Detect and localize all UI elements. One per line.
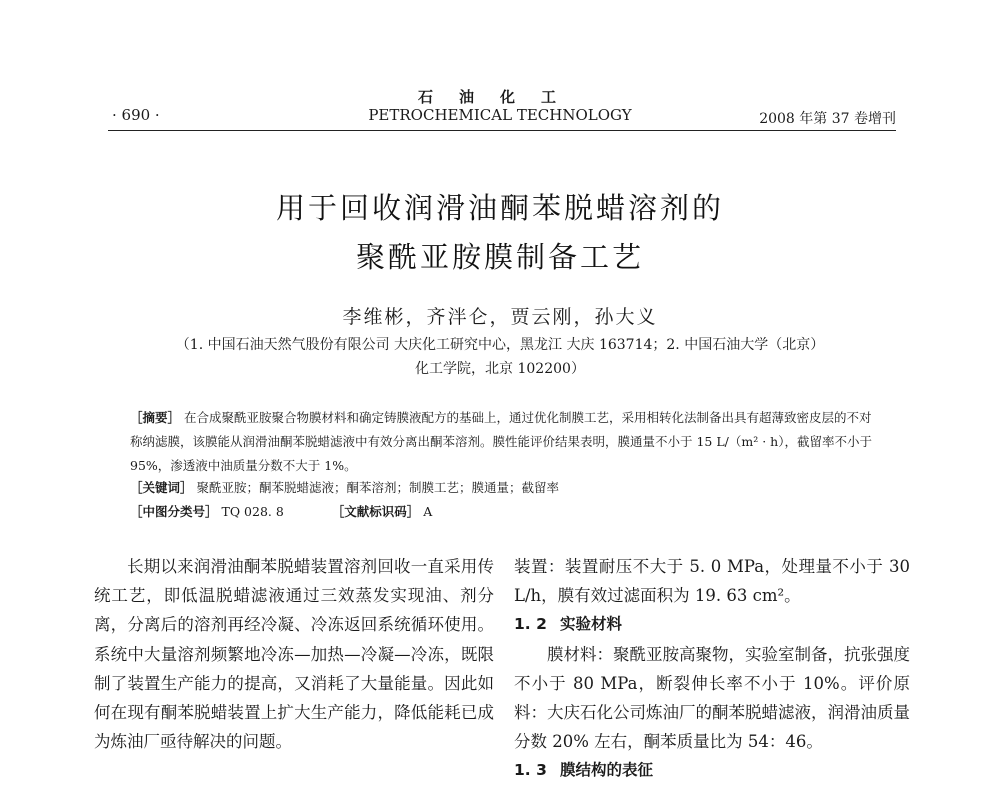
article-title-line-1: 用于回收润滑油酮苯脱蜡溶剂的 <box>275 191 724 225</box>
section-1-2-heading <box>514 610 910 639</box>
section-1-3-heading <box>514 756 910 785</box>
abstract-text: 在合成聚酰亚胺聚合物膜材料和确定铸膜液配方的基础上，通过优化制膜工艺，采用相转化法制备出具有超薄致密皮层的不对称纳滤膜，该膜能从润滑油酮苯脱蜡滤液中有效分离出酮苯溶剂。膜性能评价结果表明，膜通量不小于 15 L/（m² · h），截留率不小于 95%，渗透液中油质量分数不大于 1%。 <box>130 410 872 473</box>
clc-label: ［中图分类号］ <box>130 504 218 519</box>
page-number: · 690 · <box>112 106 160 124</box>
issue-info: 2008 年第 37 卷增刊 <box>759 111 896 127</box>
section-1-2-title: 实验材料 <box>560 615 623 634</box>
header-divider <box>108 130 896 131</box>
materials-paragraph: 膜材料：聚酰亚胺高聚物，实验室制备，抗张强度不小于 80 MPa，断裂伸长率不小于 10%。评价原料：大庆石化公司炼油厂的酮苯脱蜡滤液，润滑油质量分数 20% 左右，酮苯质量比为 54：46。 <box>514 644 910 752</box>
journal-title-en: PETROCHEMICAL TECHNOLOGY <box>368 106 632 124</box>
author-list: 李维彬，齐泮仑，贾云刚，孙大义 <box>342 306 658 328</box>
article-title-line-2: 聚酰亚胺膜制备工艺 <box>355 240 644 274</box>
affiliation-line-2: 化工学院，北京 102200） <box>415 361 585 377</box>
abstract <box>130 406 876 478</box>
affiliation-line-1: （1. 中国石油天然气股份有限公司 大庆化工研究中心，黑龙江 大庆 163714；2. 中国石油大学（北京） <box>175 337 825 353</box>
equipment-paragraph: 装置：装置耐压不大于 5. 0 MPa，处理量不小于 30 L/h，膜有效过滤面积为 19. 63 cm²。 <box>514 557 910 606</box>
keywords-label: ［关键词］ <box>130 480 193 495</box>
section-1-2-number: 1. 2 <box>514 615 547 634</box>
doc-code-value: A <box>423 504 433 519</box>
body-right-column <box>514 552 910 786</box>
body-left-column: 长期以来润滑油酮苯脱蜡装置溶剂回收一直采用传统工艺，即低温脱蜡滤液通过三效蒸发实现油、剂分离，分离后的溶剂再经冷凝、冷冻返回系统循环使用。系统中大量溶剂频繁地冷冻—加热—冷凝—冷冻，既限制了装置生产能力的提高，又消耗了大量能量。因此如何在现有酮苯脱蜡装置上扩大生产能力，降低能耗已成为炼油厂亟待解决的问题。 <box>94 557 495 752</box>
keywords-line <box>130 478 559 496</box>
keywords-text: 聚酰亚胺；酮苯脱蜡滤液；酮苯溶剂；制膜工艺；膜通量；截留率 <box>196 480 560 495</box>
section-1-3-title: 膜结构的表征 <box>560 761 654 780</box>
abstract-label: ［摘要］ <box>130 410 181 425</box>
doc-code-label: ［文献标识码］ <box>331 504 420 519</box>
journal-title-cn: 石油化工 <box>417 88 582 106</box>
section-1-3-number: 1. 3 <box>514 761 547 780</box>
classification-line <box>130 502 432 520</box>
clc-value: TQ 028. 8 <box>221 504 284 519</box>
